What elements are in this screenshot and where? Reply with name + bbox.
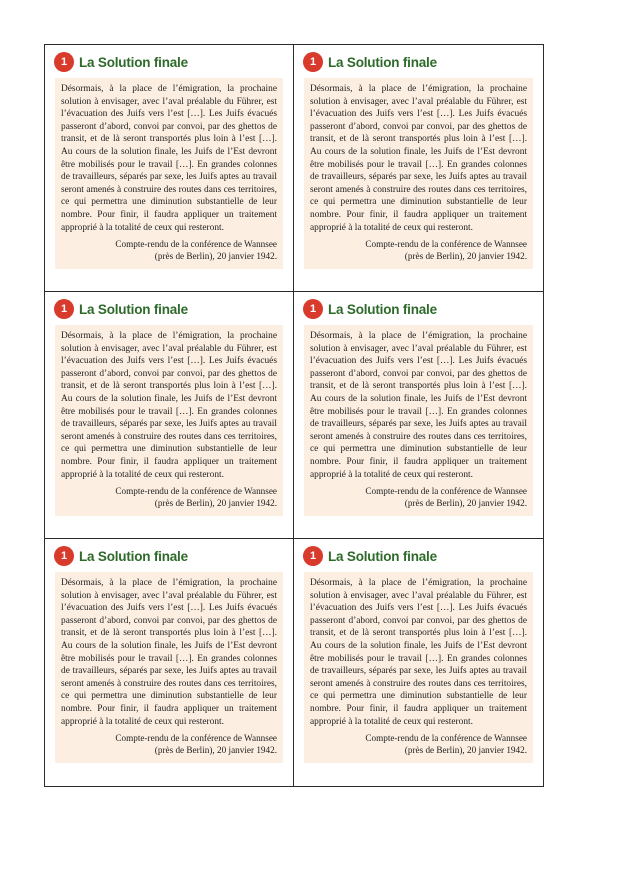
excerpt-panel: [304, 78, 533, 269]
cards-sheet: [44, 44, 544, 787]
card-title: La Solution finale: [328, 301, 437, 317]
excerpt-text: Désormais, à la place de l’émigration, la prochaine solution à envisager, avec l’aval préalable du Führer, est l’évacuation des Juifs vers l’est […]. Les Juifs évacués passeront d’abord, convoi par convoi, par des ghettos de transit, et de là seront transportés plus loin à l’est […]. Au cours de la solution finale, les Juifs de l’Est devront être mobilisés pour le travail […]. En grandes colonnes de travailleurs, séparés par sexe, les Juifs aptes au travail seront amenés à construire des routes dans ces territoires, ce qui permettra une diminution substantielle de leur nombre. Pour finir, il faudra appliquer un traitement approprié à la totalité de ceux qui resteront.: [61, 331, 277, 480]
card-header: [304, 51, 533, 73]
card-header: [304, 545, 533, 567]
document-number-badge: 1: [304, 53, 322, 71]
source-line-2: (près de Berlin), 20 janvier 1942.: [404, 744, 527, 755]
source-line-2: (près de Berlin), 20 janvier 1942.: [404, 250, 527, 261]
source-line-1: Compte-rendu de la conférence de Wannsee: [365, 486, 527, 497]
document-card: [45, 539, 294, 786]
excerpt-panel: [55, 78, 283, 269]
source-line-1: Compte-rendu de la conférence de Wannsee: [115, 486, 277, 497]
source-citation: [310, 486, 527, 510]
source-citation: [61, 733, 277, 757]
document-card: [45, 45, 294, 292]
card-title: La Solution finale: [79, 54, 188, 70]
source-line-1: Compte-rendu de la conférence de Wannsee: [115, 239, 277, 250]
source-citation: [310, 239, 527, 263]
excerpt-text: Désormais, à la place de l’émigration, la prochaine solution à envisager, avec l’aval préalable du Führer, est l’évacuation des Juifs vers l’est […]. Les Juifs évacués passeront d’abord, convoi par convoi, par des ghettos de transit, et de là seront transportés plus loin à l’est […]. Au cours de la solution finale, les Juifs de l’Est devront être mobilisés pour le travail […]. En grandes colonnes de travailleurs, séparés par sexe, les Juifs aptes au travail seront amenés à construire des routes dans ces territoires, ce qui permettra une diminution substantielle de leur nombre. Pour finir, il faudra appliquer un traitement approprié à la totalité de ceux qui resteront.: [310, 578, 527, 727]
document-card: [294, 292, 543, 539]
source-citation: [61, 486, 277, 510]
source-line-2: (près de Berlin), 20 janvier 1942.: [154, 744, 277, 755]
document-number-badge: 1: [55, 547, 73, 565]
card-header: [55, 298, 283, 320]
excerpt-panel: [55, 325, 283, 516]
document-number-badge: 1: [304, 300, 322, 318]
card-header: [55, 545, 283, 567]
source-line-2: (près de Berlin), 20 janvier 1942.: [154, 250, 277, 261]
card-title: La Solution finale: [328, 548, 437, 564]
excerpt-panel: [304, 572, 533, 763]
excerpt-text: Désormais, à la place de l’émigration, la prochaine solution à envisager, avec l’aval préalable du Führer, est l’évacuation des Juifs vers l’est […]. Les Juifs évacués passeront d’abord, convoi par convoi, par des ghettos de transit, et de là seront transportés plus loin à l’est […]. Au cours de la solution finale, les Juifs de l’Est devront être mobilisés pour le travail […]. En grandes colonnes de travailleurs, séparés par sexe, les Juifs aptes au travail seront amenés à construire des routes dans ces territoires, ce qui permettra une diminution substantielle de leur nombre. Pour finir, il faudra appliquer un traitement approprié à la totalité de ceux qui resteront.: [310, 331, 527, 480]
source-citation: [310, 733, 527, 757]
excerpt-text: Désormais, à la place de l’émigration, la prochaine solution à envisager, avec l’aval préalable du Führer, est l’évacuation des Juifs vers l’est […]. Les Juifs évacués passeront d’abord, convoi par convoi, par des ghettos de transit, et de là seront transportés plus loin à l’est […]. Au cours de la solution finale, les Juifs de l’Est devront être mobilisés pour le travail […]. En grandes colonnes de travailleurs, séparés par sexe, les Juifs aptes au travail seront amenés à construire des routes dans ces territoires, ce qui permettra une diminution substantielle de leur nombre. Pour finir, il faudra appliquer un traitement approprié à la totalité de ceux qui resteront.: [61, 84, 277, 233]
excerpt-panel: [55, 572, 283, 763]
source-line-1: Compte-rendu de la conférence de Wannsee: [365, 733, 527, 744]
excerpt-text: Désormais, à la place de l’émigration, la prochaine solution à envisager, avec l’aval préalable du Führer, est l’évacuation des Juifs vers l’est […]. Les Juifs évacués passeront d’abord, convoi par convoi, par des ghettos de transit, et de là seront transportés plus loin à l’est […]. Au cours de la solution finale, les Juifs de l’Est devront être mobilisés pour le travail […]. En grandes colonnes de travailleurs, séparés par sexe, les Juifs aptes au travail seront amenés à construire des routes dans ces territoires, ce qui permettra une diminution substantielle de leur nombre. Pour finir, il faudra appliquer un traitement approprié à la totalité de ceux qui resteront.: [310, 84, 527, 233]
source-line-2: (près de Berlin), 20 janvier 1942.: [404, 497, 527, 508]
document-card: [294, 45, 543, 292]
source-line-1: Compte-rendu de la conférence de Wannsee: [365, 239, 527, 250]
card-header: [304, 298, 533, 320]
card-title: La Solution finale: [79, 301, 188, 317]
excerpt-panel: [304, 325, 533, 516]
document-number-badge: 1: [55, 53, 73, 71]
document-number-badge: 1: [304, 547, 322, 565]
document-card: [45, 292, 294, 539]
excerpt-text: Désormais, à la place de l’émigration, la prochaine solution à envisager, avec l’aval préalable du Führer, est l’évacuation des Juifs vers l’est […]. Les Juifs évacués passeront d’abord, convoi par convoi, par des ghettos de transit, et de là seront transportés plus loin à l’est […]. Au cours de la solution finale, les Juifs de l’Est devront être mobilisés pour le travail […]. En grandes colonnes de travailleurs, séparés par sexe, les Juifs aptes au travail seront amenés à construire des routes dans ces territoires, ce qui permettra une diminution substantielle de leur nombre. Pour finir, il faudra appliquer un traitement approprié à la totalité de ceux qui resteront.: [61, 578, 277, 727]
source-line-2: (près de Berlin), 20 janvier 1942.: [154, 497, 277, 508]
document-card: [294, 539, 543, 786]
card-title: La Solution finale: [328, 54, 437, 70]
card-header: [55, 51, 283, 73]
document-number-badge: 1: [55, 300, 73, 318]
source-line-1: Compte-rendu de la conférence de Wannsee: [115, 733, 277, 744]
source-citation: [61, 239, 277, 263]
card-title: La Solution finale: [79, 548, 188, 564]
